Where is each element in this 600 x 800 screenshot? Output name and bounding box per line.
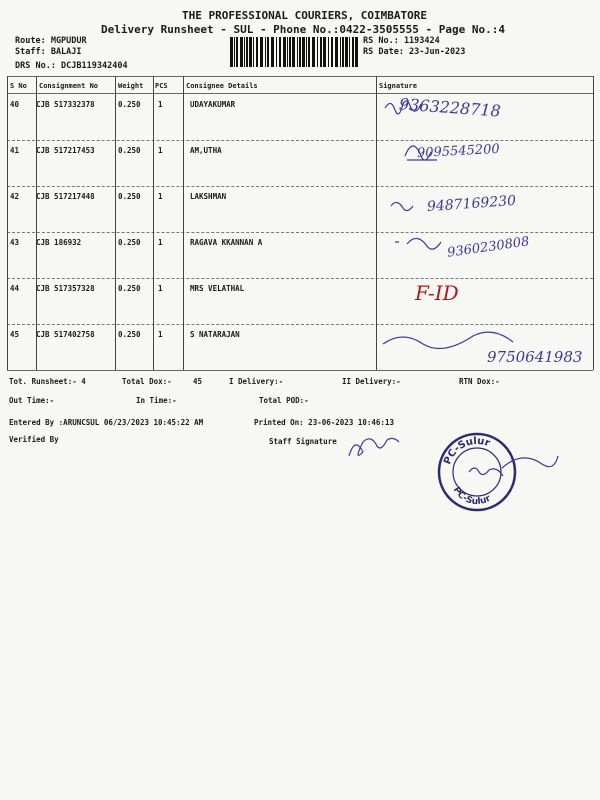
row-consignee: LAKSHMAN (190, 192, 227, 201)
row-sno: 44 (10, 284, 20, 293)
row-signature: F-ID (415, 281, 459, 305)
staff-signature-label: Staff Signature (269, 437, 337, 446)
barcode-bar (328, 37, 329, 67)
row-sno: 40 (10, 100, 20, 109)
svg-text:PC-Sulur (442, 436, 491, 466)
runsheet-subtitle: Delivery Runsheet - SUL - Phone No.:0422-3505555 - Page No.:4 (101, 23, 505, 36)
barcode-bar (292, 37, 295, 67)
row-consignee: UDAYAKUMAR (190, 100, 236, 109)
row-consignee: S NATARAJAN (190, 330, 240, 339)
tot-runsheet: Tot. Runsheet:- 4 (9, 377, 86, 386)
total-dox-label: Total Dox:- (122, 377, 172, 386)
row-sno: 43 (10, 238, 20, 247)
barcode-bar (240, 37, 243, 67)
barcode-bar (236, 37, 238, 67)
rs-date: RS Date: 23-Jun-2023 (363, 47, 466, 57)
staff-signature-scribble (345, 432, 415, 462)
row-weight: 0.250 (118, 284, 141, 293)
barcode-bar (312, 37, 315, 67)
barcode-bar (289, 37, 291, 67)
row-weight: 0.250 (118, 330, 141, 339)
row-pcs: 1 (158, 100, 163, 109)
barcode-bar (267, 37, 269, 67)
barcode-bar (246, 37, 248, 67)
row-sno: 45 (10, 330, 20, 339)
barcode-bar (342, 37, 344, 67)
barcode-bar (230, 37, 233, 67)
row-weight: 0.250 (118, 238, 141, 247)
row-weight: 0.250 (118, 192, 141, 201)
row-signature: 9750641983 (487, 348, 583, 366)
barcode-bar (249, 37, 252, 67)
row-consignment: CJB 517332378 (36, 100, 95, 109)
i-delivery: I Delivery:- (229, 377, 284, 386)
staff-label: Staff: BALAJI (15, 47, 82, 57)
verified-by: Verified By (9, 435, 59, 444)
barcode-bar (317, 37, 318, 67)
row-weight: 0.250 (118, 146, 141, 155)
barcode-bar (253, 37, 254, 67)
stamp-text-top: PC-Sulur (442, 435, 492, 467)
row-consignee: AM,UTHA (190, 146, 222, 155)
barcode-bar (323, 37, 326, 67)
row-signature: 9095545200 (416, 141, 501, 162)
row-signature: 9363228718 (398, 94, 502, 121)
rtn-dox: RTN Dox:- (459, 377, 500, 386)
in-time: In Time:- (136, 396, 177, 405)
printed-on: Printed On: 23-06-2023 10:46:13 (254, 418, 394, 427)
stamp-signature-scribble (500, 448, 560, 478)
row-consignee: MRS VELATHAL (190, 284, 245, 293)
barcode-bar (265, 37, 266, 67)
row-pcs: 1 (158, 146, 163, 155)
barcode (230, 37, 358, 67)
barcode-bar (244, 37, 245, 67)
total-pod: Total POD:- (259, 396, 309, 405)
barcode-bar (260, 37, 263, 67)
row-consignment: CJB 517217448 (36, 192, 95, 201)
barcode-bar (299, 37, 301, 67)
barcode-bar (287, 37, 288, 67)
barcode-bar (256, 37, 258, 67)
out-time: Out Time:- (9, 396, 55, 405)
barcode-bar (306, 37, 307, 67)
row-signature: 9360230808 (446, 234, 531, 261)
barcode-bar (335, 37, 338, 67)
barcode-bar (271, 37, 274, 67)
stamp-text-bottom: PC-Sulur (450, 485, 493, 508)
barcode-bar (340, 37, 341, 67)
total-dox-value: 45 (193, 377, 203, 386)
row-pcs: 1 (158, 238, 163, 247)
row-pcs: 1 (158, 192, 163, 201)
barcode-bar (283, 37, 286, 67)
ii-delivery: II Delivery:- (342, 377, 401, 386)
signature-scribbles (377, 94, 593, 370)
barcode-bar (234, 37, 235, 67)
row-sno: 42 (10, 192, 20, 201)
col-pcs: PCS (155, 82, 168, 90)
barcode-bar (308, 37, 310, 67)
col-sno: S No (10, 82, 27, 90)
barcode-bar (345, 37, 348, 67)
drs-number: DRS No.: DCJB119342404 (15, 61, 128, 71)
row-weight: 0.250 (118, 100, 141, 109)
row-sno: 41 (10, 146, 20, 155)
barcode-bar (352, 37, 354, 67)
entered-by: Entered By :ARUNCSUL 06/23/2023 10:45:22 AM (9, 418, 204, 427)
barcode-bar (331, 37, 333, 67)
company-title: THE PROFESSIONAL COURIERS, COIMBATORE (182, 9, 428, 22)
row-consignment: CJB 517217453 (36, 146, 95, 155)
row-consignment: CJB 186932 (36, 238, 82, 247)
row-signature: 9487169230 (426, 192, 517, 216)
row-pcs: 1 (158, 284, 163, 293)
col-consignment: Consignment No (39, 82, 99, 90)
col-signature: Signature (379, 82, 417, 90)
barcode-bar (276, 37, 277, 67)
col-weight: Weight (118, 82, 144, 90)
barcode-bar (355, 37, 358, 67)
barcode-bar (349, 37, 350, 67)
barcode-bar (279, 37, 281, 67)
col-consignee: Consignee Details (186, 82, 258, 90)
row-pcs: 1 (158, 330, 163, 339)
route-label: Route: MGPUDUR (15, 36, 87, 46)
row-consignment: CJB 517357328 (36, 284, 95, 293)
row-consignee: RAGAVA KKANNAN A (190, 238, 263, 247)
barcode-bar (320, 37, 322, 67)
rs-number: RS No.: 1193424 (363, 36, 440, 46)
runsheet-table (7, 76, 599, 370)
barcode-bar (297, 37, 298, 67)
row-consignment: CJB 517402758 (36, 330, 95, 339)
barcode-bar (302, 37, 305, 67)
